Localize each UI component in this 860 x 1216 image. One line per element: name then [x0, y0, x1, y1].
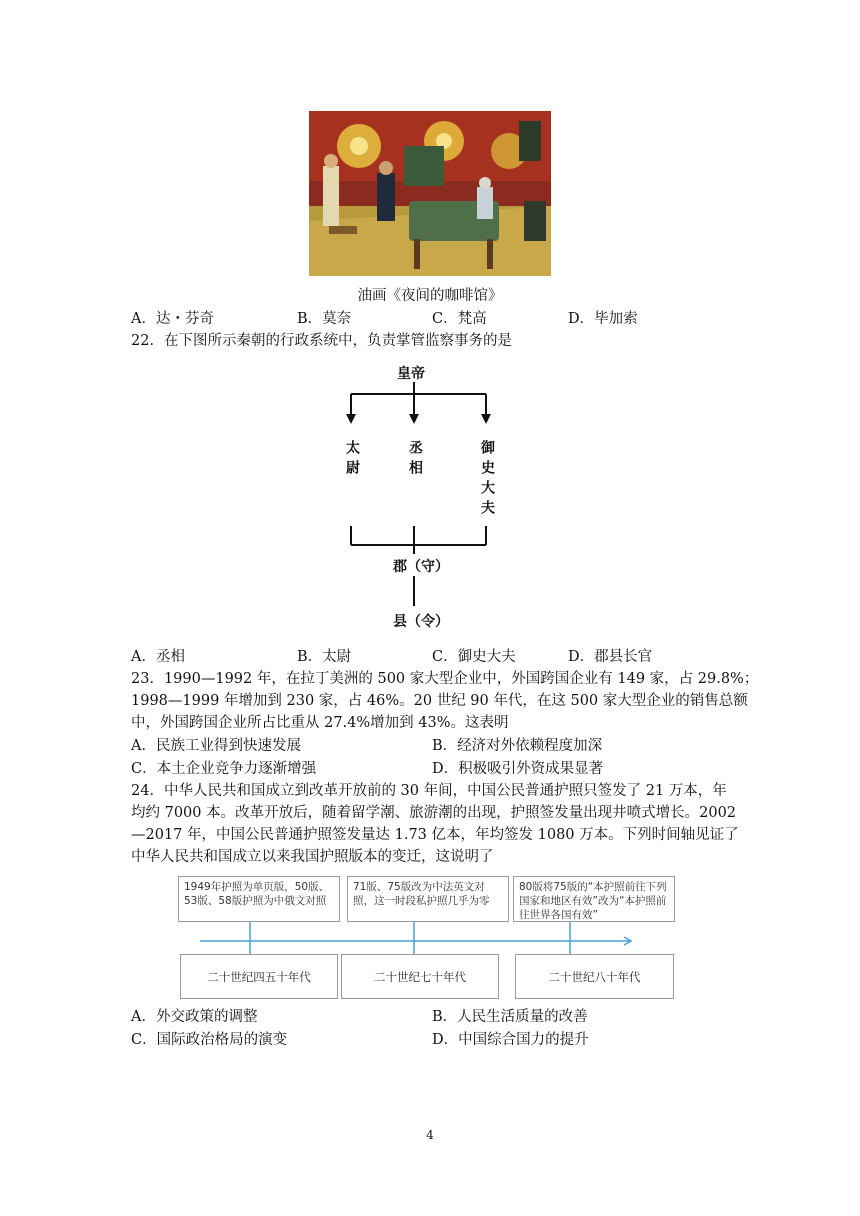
option-letter: D． [432, 761, 459, 777]
option-text: 中国综合国力的提升 [458, 1032, 589, 1048]
option-letter: B． [297, 649, 323, 665]
option-letter: C． [131, 761, 157, 777]
option-letter: C． [131, 1032, 157, 1048]
q23-option-a[interactable] [131, 735, 301, 757]
passport-timeline [178, 876, 678, 1000]
option-text: 丞相 [155, 649, 185, 665]
option-letter: B． [432, 738, 458, 754]
diagram-commandery: 郡（守） [393, 559, 449, 575]
option-letter: D． [568, 311, 595, 327]
page-number: 4 [426, 1128, 434, 1142]
option-text: 民族工业得到快速发展 [155, 738, 301, 754]
timeline-event-1: 1949年护照为单页版，50版、53版、58版护照为中俄文对照 [178, 876, 340, 922]
q21-option-a[interactable] [131, 308, 214, 330]
timeline-event-2: 71版、75版改为中法英文对照，这一时段私护照几乎为零 [347, 876, 509, 922]
option-text: 人民生活质量的改善 [457, 1009, 588, 1025]
option-letter: B． [432, 1009, 458, 1025]
option-letter: C． [432, 649, 458, 665]
timeline-axis [178, 922, 678, 956]
option-letter: A． [131, 649, 156, 665]
diagram-taiwei: 太尉 [344, 440, 360, 480]
q24-stem-line: 中华人民共和国成立以来我国护照版本的变迁，这说明了 [131, 849, 494, 865]
q24-option-b[interactable] [432, 1006, 588, 1028]
diagram-county: 县（令） [393, 614, 449, 630]
timeline-period-3: 二十世纪八十年代 [515, 954, 674, 999]
option-text: 外交政策的调整 [155, 1009, 258, 1025]
option-text: 御史大夫 [457, 649, 516, 665]
q24-option-c[interactable] [131, 1029, 287, 1051]
option-text: 毕加索 [594, 311, 638, 327]
q21-option-b[interactable] [297, 308, 351, 330]
diagram-yushidafu: 御史大夫 [479, 440, 495, 520]
option-text: 莫奈 [322, 311, 352, 327]
diagram-emperor: 皇帝 [397, 366, 425, 382]
q23-stem-line: 中，外国跨国企业所占比重从 27.4%增加到 43%。这表明 [131, 715, 509, 731]
option-text: 经济对外依赖程度加深 [457, 738, 603, 754]
q24-stem-line: 均约 7000 本。改革开放后，随着留学潮、旅游潮的出现，护照签发量出现井喷式增长。2002 [131, 805, 737, 821]
q24-option-a[interactable] [131, 1006, 257, 1028]
q23-option-b[interactable] [432, 735, 602, 757]
q23-option-c[interactable] [131, 758, 316, 780]
q22-stem: 22．在下图所示秦朝的行政系统中，负责掌管监察事务的是 [131, 333, 512, 349]
q23-stem-line: 1998—1999 年增加到 230 家，占 46%。20 世纪 90 年代，在这 500 家大型企业的销售总额 [131, 693, 748, 709]
option-letter: A． [131, 1009, 156, 1025]
timeline-event-3: 80版将75版的“本护照前往下列国家和地区有效”改为“本护照前往世界各国有效” [513, 876, 675, 922]
option-letter: C． [432, 311, 458, 327]
q23-stem-line: 23．1990—1992 年，在拉丁美洲的 500 家大型企业中，外国跨国企业有 149 家，占 29.8%； [131, 671, 759, 687]
option-text: 达・芬奇 [155, 311, 214, 327]
q22-option-c[interactable] [432, 646, 516, 668]
q22-option-b[interactable] [297, 646, 351, 668]
q24-option-d[interactable] [432, 1029, 589, 1051]
option-text: 梵高 [457, 311, 487, 327]
diagram-chengxiang: 丞相 [407, 440, 423, 480]
option-text: 太尉 [322, 649, 352, 665]
option-letter: B． [297, 311, 323, 327]
q24-stem-line: —2017 年，中国公民普通护照签发量达 1.73 亿本，年均签发 1080 万本。下列时间轴见证了 [131, 827, 739, 843]
qin-admin-diagram [330, 360, 530, 640]
painting-caption: 油画《夜间的咖啡馆》 [357, 288, 503, 304]
option-letter: A． [131, 738, 156, 754]
q23-option-d[interactable] [432, 758, 603, 780]
diagram-connectors [330, 360, 530, 640]
q22-option-a[interactable] [131, 646, 185, 668]
q22-option-d[interactable] [568, 646, 652, 668]
option-letter: A． [131, 311, 156, 327]
timeline-period-2: 二十世纪七十年代 [341, 954, 499, 999]
q21-option-d[interactable] [568, 308, 638, 330]
q21-option-c[interactable] [432, 308, 487, 330]
option-text: 本土企业竞争力逐渐增强 [156, 761, 317, 777]
option-text: 积极吸引外资成果显著 [458, 761, 604, 777]
q24-stem-line: 24．中华人民共和国成立到改革开放前的 30 年间，中国公民普通护照只签发了 21 万本，年 [131, 783, 727, 799]
option-letter: D． [568, 649, 595, 665]
timeline-period-1: 二十世纪四五十年代 [180, 954, 338, 999]
option-text: 郡县长官 [594, 649, 653, 665]
option-letter: D． [432, 1032, 459, 1048]
option-text: 国际政治格局的演变 [156, 1032, 288, 1048]
cafe-painting-image [309, 111, 551, 276]
